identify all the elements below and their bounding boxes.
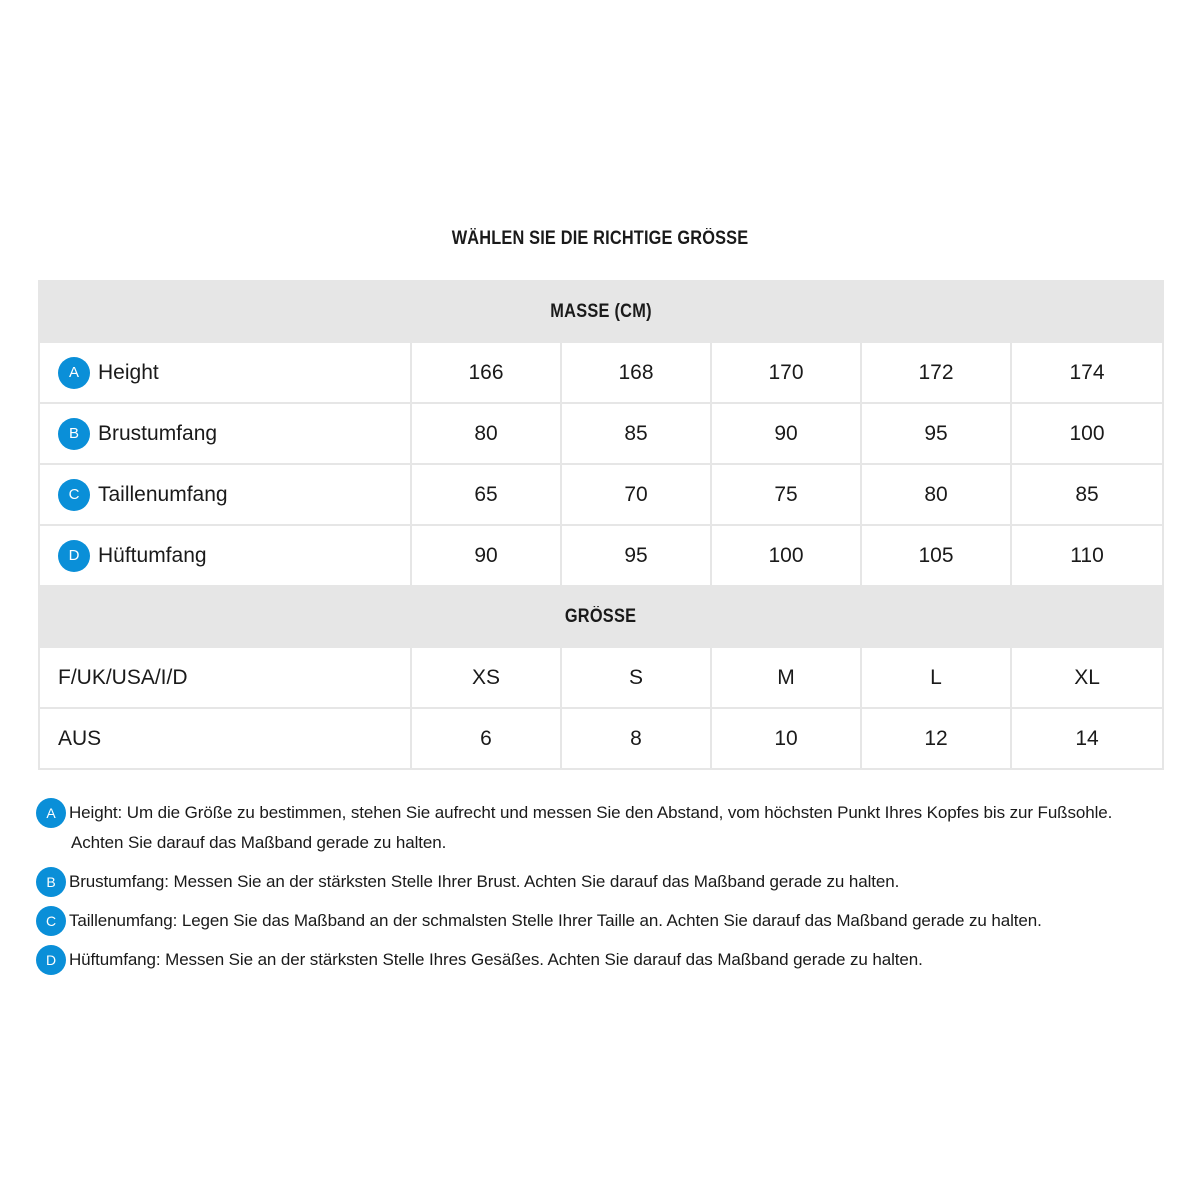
table-cell: 12 xyxy=(861,708,1011,769)
table-cell: 10 xyxy=(711,708,861,769)
table-cell: 95 xyxy=(561,525,711,586)
table-cell: 65 xyxy=(411,464,561,525)
row-label-text: Taillenumfang xyxy=(98,482,228,506)
table-cell: 110 xyxy=(1011,525,1163,586)
table-cell: M xyxy=(711,647,861,708)
table-cell: 70 xyxy=(561,464,711,525)
table-cell: 166 xyxy=(411,342,561,403)
table-cell: S xyxy=(561,647,711,708)
table-cell: 80 xyxy=(411,403,561,464)
table-cell: 90 xyxy=(411,525,561,586)
table-cell: 174 xyxy=(1011,342,1163,403)
badge-a: A xyxy=(36,798,66,828)
measurements-header: MASSE (CM) xyxy=(39,281,1163,342)
row-label-text: Brustumfang xyxy=(98,421,218,445)
note-text: Brustumfang: Messen Sie an der stärksten Stelle Ihrer Brust. Achten Sie darauf das Maßband gerade zu halten. xyxy=(69,872,900,891)
measurement-notes xyxy=(36,798,1176,984)
note-text: Taillenumfang: Legen Sie das Maßband an der schmalsten Stelle Ihrer Taille an. Achten Sie darauf das Maßband gerade zu halten. xyxy=(69,911,1042,930)
note-text-continued: Achten Sie darauf das Maßband gerade zu halten. xyxy=(71,833,447,852)
badge-b: B xyxy=(36,867,66,897)
table-cell: 170 xyxy=(711,342,861,403)
row-label-text: Hüftumfang xyxy=(98,543,207,567)
note-taillenumfang xyxy=(36,906,1176,936)
table-cell: 85 xyxy=(1011,464,1163,525)
table-cell: 172 xyxy=(861,342,1011,403)
table-cell: 8 xyxy=(561,708,711,769)
table-row xyxy=(39,525,1163,586)
row-label-hueftumfang xyxy=(39,525,411,586)
badge-a: A xyxy=(58,357,90,389)
table-cell: 80 xyxy=(861,464,1011,525)
badge-c: C xyxy=(58,479,90,511)
note-brustumfang xyxy=(36,867,1176,897)
table-cell: 100 xyxy=(711,525,861,586)
row-label-height xyxy=(39,342,411,403)
table-cell: 6 xyxy=(411,708,561,769)
badge-b: B xyxy=(58,418,90,450)
table-row xyxy=(39,708,1163,769)
table-cell: 100 xyxy=(1011,403,1163,464)
sizes-header-row xyxy=(39,586,1163,647)
table-cell: 95 xyxy=(861,403,1011,464)
note-text: Height: Um die Größe zu bestimmen, stehen Sie aufrecht und messen Sie den Abstand, vom höchsten Punkt Ihres Kopfes bis zur Fußsohle. xyxy=(69,803,1113,822)
row-label-aus-size: AUS xyxy=(39,708,411,769)
badge-d: D xyxy=(58,540,90,572)
row-label-taillenumfang xyxy=(39,464,411,525)
note-height xyxy=(36,798,1176,858)
sizes-header: GRÖSSE xyxy=(39,586,1163,647)
table-cell: 75 xyxy=(711,464,861,525)
table-cell: 14 xyxy=(1011,708,1163,769)
badge-d: D xyxy=(36,945,66,975)
measurements-header-row xyxy=(39,281,1163,342)
badge-c: C xyxy=(36,906,66,936)
table-row xyxy=(39,464,1163,525)
row-label-brustumfang xyxy=(39,403,411,464)
table-row xyxy=(39,647,1163,708)
table-cell: 105 xyxy=(861,525,1011,586)
note-text: Hüftumfang: Messen Sie an der stärksten Stelle Ihres Gesäßes. Achten Sie darauf das Maßband gerade zu halten. xyxy=(69,950,923,969)
table-cell: 85 xyxy=(561,403,711,464)
table-cell: 90 xyxy=(711,403,861,464)
table-row xyxy=(39,342,1163,403)
row-label-eu-size: F/UK/USA/I/D xyxy=(39,647,411,708)
page-title: WÄHLEN SIE DIE RICHTIGE GRÖSSE xyxy=(451,228,749,249)
table-cell: XS xyxy=(411,647,561,708)
table-row xyxy=(39,403,1163,464)
note-hueftumfang xyxy=(36,945,1176,975)
table-cell: L xyxy=(861,647,1011,708)
row-label-text: Height xyxy=(98,360,159,384)
table-cell: 168 xyxy=(561,342,711,403)
table-cell: XL xyxy=(1011,647,1163,708)
size-chart-table xyxy=(38,280,1164,770)
